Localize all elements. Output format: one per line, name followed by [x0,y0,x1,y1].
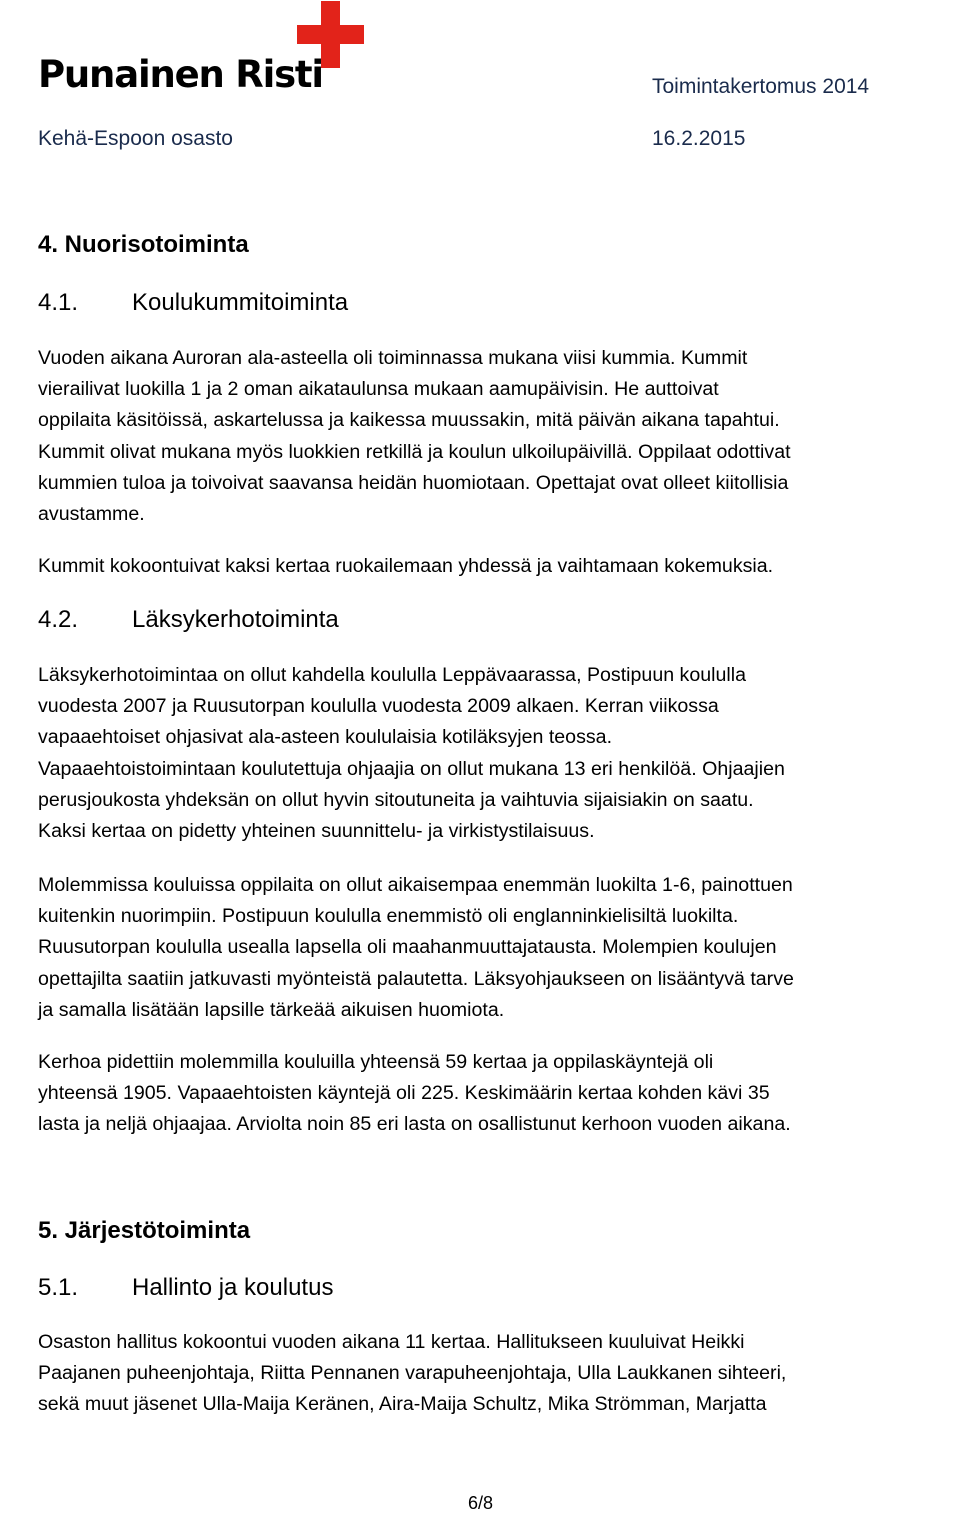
report-title: Toimintakertomus 2014 [652,75,870,98]
department-name: Kehä-Espoon osasto [38,127,233,150]
section-5-1-paragraph-1: Osaston hallitus kokoontui vuoden aikana 11 kertaa. Hallitukseen kuuluivat Heikki Paajanen puheenjohtaja, Riitta Pennanen varapuheenjohtaja, Ulla Laukkanen sihteeri, sekä muut jäsenet Ulla-Maija Keränen, Aira-Maija Schultz, Mika Strömman, Marjatta [38,1331,787,1416]
page-number: 6/8 [468,1493,494,1513]
section-4-1-number: 4.1. [38,289,79,316]
red-cross-horizontal-bar [297,25,364,44]
section-5-1-number: 5.1. [38,1274,79,1301]
section-4-1-paragraph-1: Vuoden aikana Auroran ala-asteella oli toiminnassa mukana viisi kummia. Kummit vierailivat luokilla 1 ja 2 oman aikataulunsa mukaan aamupäivisin. He auttoivat oppilaita käsitöissä, askartelussa ja kaikessa muussakin, mitä päivän aikana tapahtui. Kummit olivat mukana myös luokkien retkillä ja koulun ulkoilupäivillä. Oppilaat odottivat kummien tuloa ja toivoivat saavansa heidän huomiotaan. Opettajat ovat olleet kiitollisia avustamme. [38,347,791,526]
section-5-1-title: Hallinto ja koulutus [132,1274,334,1301]
report-date: 16.2.2015 [652,127,746,150]
section-4-2-number: 4.2. [38,606,79,633]
logo-wordmark: Punainen Risti [38,53,323,96]
section-4-2-paragraph-1: Läksykerhotoimintaa on ollut kahdella koululla Leppävaarassa, Postipuun koululla vuodesta 2007 ja Ruusutorpan koululla vuodesta 2009 alkaen. Kerran viikossa vapaaehtoiset ohjasivat ala-asteen koululaisia kotiläksyjen teossa. Vapaaehtoistoimintaan koulutettuja ohjaajia on ollut mukana 13 eri henkilöä. Ohjaajien perusjoukosta yhdeksän on ollut hyvin sitoutuneita ja vaihtuvia sijaisiakin on saatu. Kaksi kertaa on pidetty yhteinen suunnittelu- ja virkistystilaisuus. [38,664,785,843]
section-5-1-heading [38,1274,333,1302]
section-4-2-heading [38,606,339,634]
section-4-2-paragraph-2: Molemmissa kouluissa oppilaita on ollut aikaisempaa enemmän luokilta 1-6, painottuen kuitenkin nuorimpiin. Postipuun koululla enemmistö oli englanninkielisiltä luokilta. Ruusutorpan koululla usealla lapsella oli maahanmuuttajatausta. Molempien koulujen opettajilta saatiin jatkuvasti myönteistä palautetta. Läksyohjaukseen on lisääntyvä tarve ja samalla lisätään lapsille tärkeää aikuisen huomiota. [38,874,794,1021]
section-4-2-paragraph-3: Kerhoa pidettiin molemmilla kouluilla yhteensä 59 kertaa ja oppilaskäyntejä oli yhteensä 1905. Vapaaehtoisten käyntejä oli 225. Keskimäärin kertaa kohden kävi 35 lasta ja neljä ohjaajaa. Arviolta noin 85 eri lasta on osallistunut kerhoon vuoden aikana. [38,1051,791,1136]
section-4-heading: 4. Nuorisotoiminta [38,231,249,258]
section-5-heading: 5. Järjestötoiminta [38,1217,251,1244]
section-4-2-title: Läksykerhotoiminta [132,606,339,633]
section-4-1-heading [38,289,348,317]
section-4-1-title: Koulukummitoiminta [132,289,349,316]
section-4-1-paragraph-2: Kummit kokoontuivat kaksi kertaa ruokailemaan yhdessä ja vaihtamaan kokemuksia. [38,555,774,577]
